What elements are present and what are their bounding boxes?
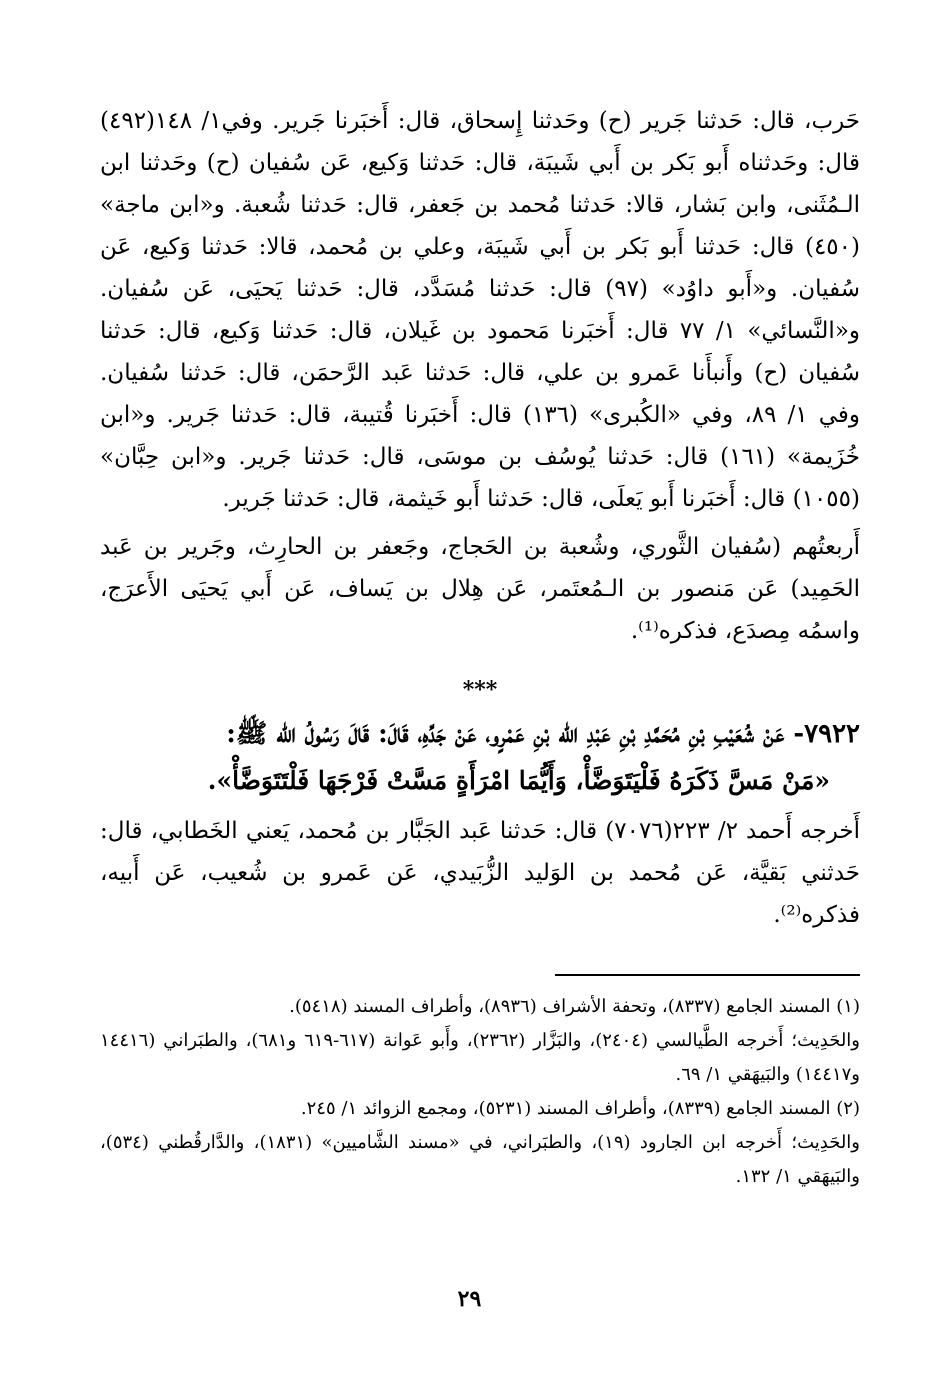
footnote-2: (٢) المسند الجامع (٨٣٣٩)، وأطراف المسند (٥٢٣١)، ومجمع الزوائد ١/ ٢٤٥. — [300, 1098, 860, 1119]
footnote-2-continued: والحَدِيث؛ أَخرجه ابن الجارود (١٩)، والطبَراني، في «مسند الشَّاميين» (١٨٣١)، والدَّارقُطني (٥٣٤)، والبَيهَقي ١/ ١٣٢. — [100, 1132, 860, 1187]
footnote-1-continued: والحَدِيث؛ أَخرجه الطَّيالسي (٢٤٠٤)، والبَزَّار (٢٣٦٢)، وأَبو عَوانة (٦١٧-٦١٩ و٦٨١)، والطبَراني (١٤٤١٦ و١٤٤١٧) والبَيهَقي ١/ ٦٩. — [100, 1030, 860, 1085]
footnote-divider — [555, 974, 860, 976]
isnad-paragraph: حَرب، قال: حَدثنا جَرير (ح) وحَدثنا إِسحاق، قال: أَخبَرنا جَرير. وفي١/ ١٤٨(٤٩٢) قال: وحَدثناه أَبو بَكر بن أَبي شَيبَة، قال: حَدثنا وَكيع، عَن سُفيان (ح) وحَدثنا ابن الـمُثَنى، وابن بَشار، قالا: حَدثنا مُحمد بن جَعفر، قال: حَدثنا شُعبة. و«ابن ماجة» (٤٥٠) قال: حَدثنا أَبو بَكر بن أَبي شَيبَة، وعلي بن مُحمد، قالا: حَدثنا وَكيع، عَن سُفيان. و«أَبو داوُد» (٩٧) قال: حَدثنا مُسَدَّد، قال: حَدثنا يَحيَى، عَن سُفيان. و«النَّسائي» ١/ ٧٧ قال: أَخبَرنا مَحمود بن غَيلان، قال: حَدثنا وَكيع، قال: حَدثنا سُفيان (ح) وأَنبأَنا عَمرو بن علي، قال: حَدثنا عَبد الرَّحمَن، قال: حَدثنا سُفيان. وفي ١/ ٨٩، وفي «الكُبرى» (١٣٦) قال: أَخبَرنا قُتيبة، قال: حَدثنا جَرير. و«ابن خُزَيمة» (١٦١) قال: حَدثنا يُوسُف بن موسَى، قال: حَدثنا جَرير. و«ابن حِبَّان» (١٠٥٥) قال: أَخبَرنا أَبو يَعلَى، قال: حَدثنا أَبو خَيثمة، قال: حَدثنا جَرير. — [100, 108, 861, 512]
hadith-text: «مَنْ مَسَّ ذَكَرَهُ فَلْيَتَوَضَّأْ، وَأَيُّمَا امْرَأَةٍ مَسَّتْ فَرْجَهَا فَلْتَتَوَضَّأْ». — [207, 766, 830, 795]
section-separator: *** — [462, 677, 498, 703]
page-number: ٢٩ — [457, 1286, 482, 1312]
footnotes — [100, 990, 860, 1194]
footnote-1: (١) المسند الجامع (٨٣٣٧)، وتحفة الأشراف (٨٩٣٦)، وأطراف المسند (٥٤١٨). — [289, 996, 860, 1017]
takhrij-paragraph: أَخرجه أَحمد ٢/ ٢٢٣(٧٠٧٦) قال: حَدثنا عَبد الجَبَّار بن مُحمد، يَعني الخَطابي، قال: حَدثني بَقيَّة، عَن مُحمد بن الوَليد الزُّبَيدي، عَن عَمرو بن شُعيب، عَن أَبيه، فذكره⁽²⁾. — [100, 818, 860, 928]
hadith-heading: ٧٩٢٢- عَنْ شُعَيْبِ بْنِ مُحَمَّدِ بْنِ عَبْدِ الله بْنِ عَمْرٍو، عَنْ جَدِّهِ، قَالَ: قَالَ رَسُولُ الله ﷺ: — [226, 719, 860, 749]
page-body — [100, 100, 860, 1194]
summary-paragraph: أَربعتُهم (سُفيان الثَّوري، وشُعبة بن الحَجاج، وجَعفر بن الحارِث، وجَرير بن عَبد الحَمِيد) عَن مَنصور بن الـمُعتَمر، عَن هِلال بن يَساف، عَن أَبي يَحيَى الأَعرَج، واسمُه مِصدَع، فذكره⁽¹⁾. — [100, 534, 860, 644]
